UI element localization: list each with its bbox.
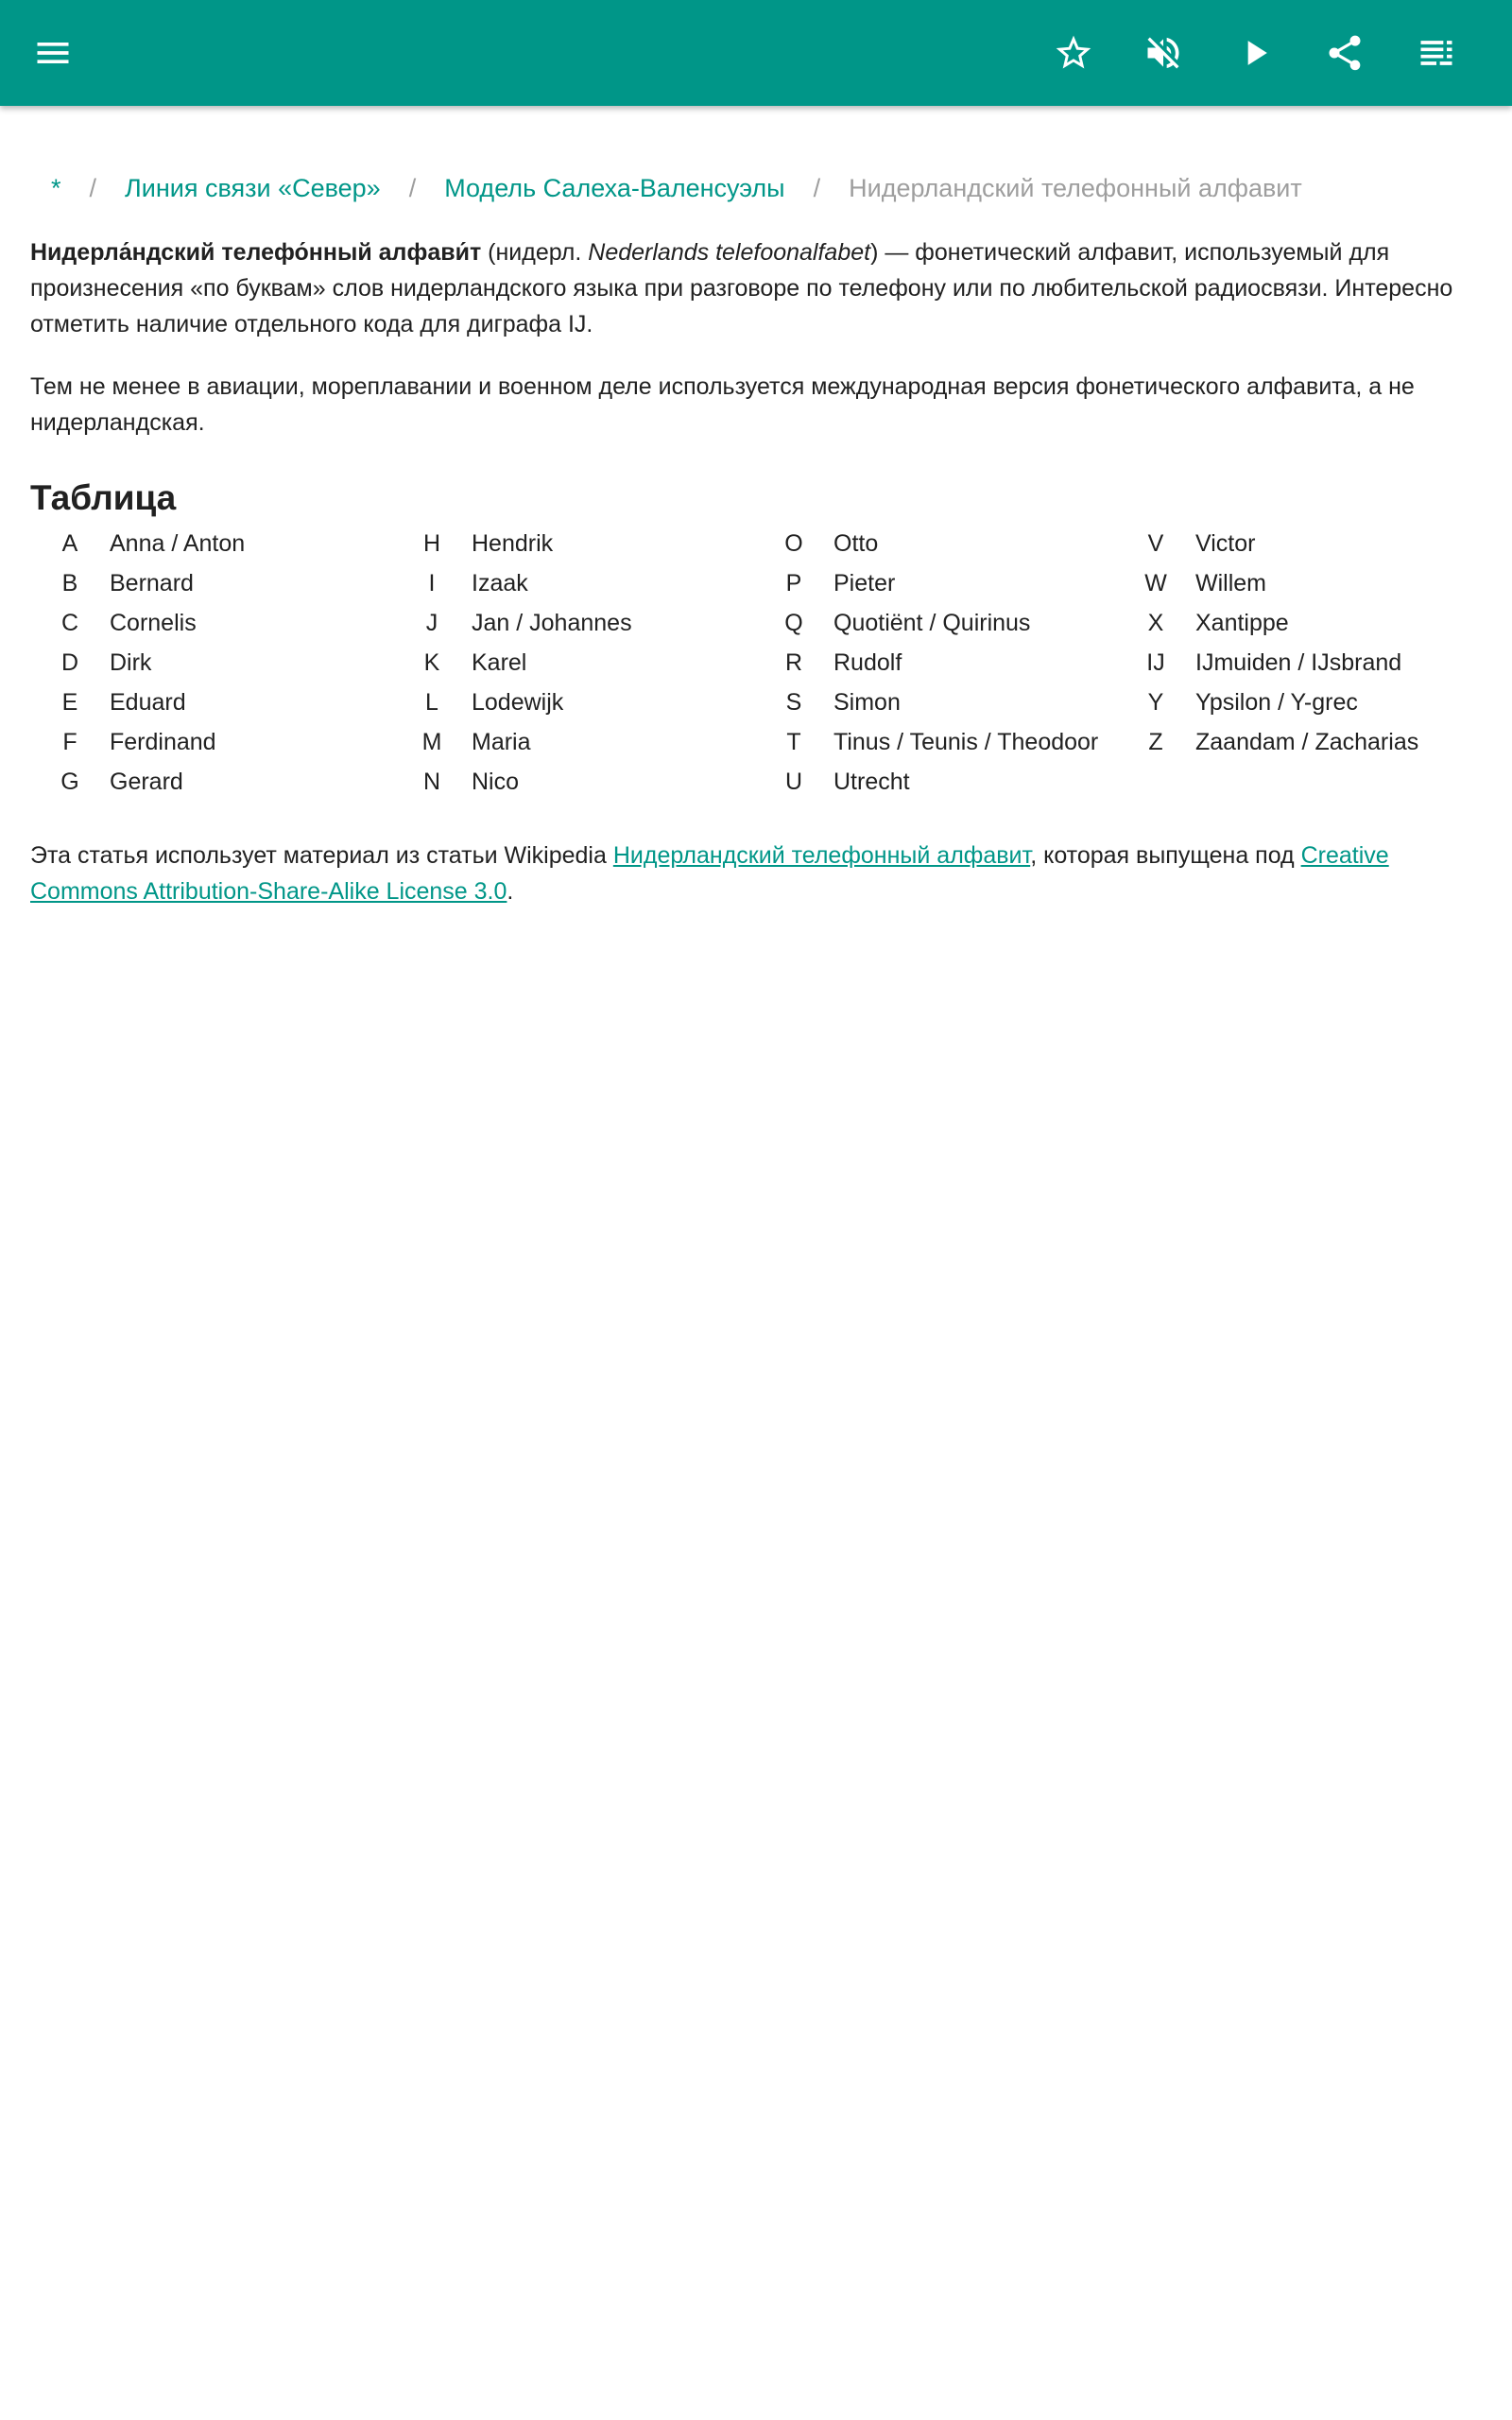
breadcrumb-item-north-link[interactable]: Линия связи «Север» (125, 173, 381, 202)
alphabet-letter: I (428, 569, 436, 596)
star-outline-icon (1053, 32, 1094, 74)
attribution-suffix: . (507, 878, 514, 905)
table-row (392, 762, 754, 802)
alphabet-letter: Y (1147, 688, 1164, 716)
mute-button[interactable] (1131, 21, 1195, 85)
alphabet-letter: T (786, 728, 801, 755)
breadcrumb-item-saleh-model[interactable]: Модель Салеха-Валенсуэлы (444, 173, 785, 202)
section-title: Таблица (30, 478, 177, 517)
menu-icon (32, 32, 74, 74)
alphabet-letter: Q (784, 609, 803, 636)
code-word: Izaak (472, 569, 528, 596)
table-row (1116, 643, 1478, 683)
code-word: Quotiënt / Quirinus (833, 609, 1031, 636)
code-word: Ypsilon / Y-grec (1195, 688, 1358, 716)
play-button[interactable] (1223, 21, 1287, 85)
breadcrumb-item-root[interactable]: * (51, 173, 61, 202)
alphabet-letter: K (423, 648, 440, 676)
alphabet-letter: L (425, 688, 438, 716)
table-row (754, 524, 1116, 563)
code-word: Karel (472, 648, 527, 676)
code-word: Utrecht (833, 768, 910, 795)
code-word: Tinus / Teunis / Theodoor (833, 728, 1099, 755)
table-row (754, 683, 1116, 722)
code-word: Gerard (110, 768, 183, 795)
table-row (1116, 524, 1478, 563)
alphabet-letter: R (784, 648, 803, 676)
code-word: Rudolf (833, 648, 902, 676)
alphabet-letter: S (785, 688, 802, 716)
code-word: IJmuiden / IJsbrand (1195, 648, 1402, 676)
table-row (392, 524, 754, 563)
table-row (392, 722, 754, 762)
breadcrumb (30, 168, 1482, 208)
alphabet-table (30, 524, 1482, 802)
alphabet-letter: D (60, 648, 79, 676)
native-name: Nederlands telefoonalfabet (588, 239, 871, 266)
volume-off-icon (1143, 32, 1184, 74)
code-word: Pieter (833, 569, 896, 596)
alphabet-letter: J (425, 609, 438, 636)
attribution (30, 838, 1482, 909)
table-row (754, 643, 1116, 683)
code-word: Otto (833, 529, 879, 557)
table-row (30, 762, 392, 802)
table-row (754, 722, 1116, 762)
alphabet-letter: U (784, 768, 803, 795)
article-content (30, 106, 1482, 909)
code-word: Nico (472, 768, 520, 795)
code-word: Simon (833, 688, 901, 716)
wikipedia-article-link[interactable]: Нидерландский телефонный алфавит (612, 842, 1031, 869)
code-word: Anna / Anton (110, 529, 246, 557)
code-word: Bernard (110, 569, 194, 596)
share-icon (1324, 32, 1366, 74)
attribution-middle: , которая выпущена под (1030, 842, 1301, 869)
code-word: Dirk (110, 648, 152, 676)
alphabet-letter: N (422, 768, 441, 795)
alphabet-letter: V (1147, 529, 1164, 557)
table-row (392, 643, 754, 683)
code-word: Ferdinand (110, 728, 216, 755)
table-row (1116, 683, 1478, 722)
alphabet-letter: Z (1148, 728, 1163, 755)
intro-paragraph (30, 234, 1482, 342)
breadcrumb-separator: / (813, 173, 821, 202)
alphabet-letter: O (784, 529, 803, 557)
contents-button[interactable] (1404, 21, 1469, 85)
code-word: Xantippe (1195, 609, 1289, 636)
table-row (1116, 722, 1478, 762)
breadcrumb-separator: / (408, 173, 417, 202)
alphabet-letter: F (62, 728, 77, 755)
breadcrumb-separator: / (89, 173, 97, 202)
code-word: Eduard (110, 688, 186, 716)
table-row (30, 563, 392, 603)
alphabet-letter: H (422, 529, 441, 557)
alphabet-letter: G (60, 768, 79, 795)
code-word: Maria (472, 728, 531, 755)
alphabet-letter: E (61, 688, 78, 716)
alphabet-letter: C (60, 609, 79, 636)
alphabet-letter: IJ (1146, 648, 1165, 676)
favorite-button[interactable] (1041, 21, 1106, 85)
playlist-icon (1416, 32, 1457, 74)
table-row (392, 683, 754, 722)
second-paragraph: Тем не менее в авиации, мореплавании и военном деле используется международная версия фонетического алфавита, а не нидерландская. (30, 373, 1415, 436)
table-row (754, 563, 1116, 603)
attribution-prefix: Эта статья использует материал из статьи Wikipedia (30, 842, 613, 869)
breadcrumb-current: Нидерландский телефонный алфавит (849, 173, 1302, 202)
table-row (30, 683, 392, 722)
alphabet-letter: X (1147, 609, 1164, 636)
table-row (30, 643, 392, 683)
table-row (30, 524, 392, 563)
table-row (754, 762, 1116, 802)
license-link[interactable]: Creative Commons Attribution-Share-Alike License 3.0 (30, 842, 1389, 905)
play-icon (1234, 32, 1276, 74)
table-row (1116, 563, 1478, 603)
table-row (754, 603, 1116, 643)
table-row (392, 603, 754, 643)
alphabet-letter: W (1144, 569, 1167, 596)
code-word: Hendrik (472, 529, 554, 557)
code-word: Cornelis (110, 609, 197, 636)
alphabet-letter: P (785, 569, 802, 596)
table-row (1116, 603, 1478, 643)
code-word: Willem (1195, 569, 1266, 596)
alphabet-letter: M (421, 728, 442, 755)
article-term: Нидерла́ндский телефо́нный алфави́т (30, 239, 482, 266)
table-row (30, 722, 392, 762)
alphabet-letter: A (61, 529, 78, 557)
intro-rest: ) — фонетический алфавит, используемый для произнесения «по буквам» слов нидерландского языка при разговоре по телефону или по любительской радиосвязи. Интересно отметить наличие отдельного кода для диграфа IJ. (30, 239, 1453, 337)
code-word: Zaandam / Zacharias (1195, 728, 1419, 755)
code-word: Victor (1195, 529, 1256, 557)
table-row (30, 603, 392, 643)
code-word: Jan / Johannes (472, 609, 632, 636)
app-toolbar (0, 0, 1512, 106)
intro-paren: (нидерл. (481, 239, 589, 266)
table-row (392, 563, 754, 603)
menu-button[interactable] (21, 21, 85, 85)
share-button[interactable] (1313, 21, 1377, 85)
alphabet-letter: B (61, 569, 78, 596)
code-word: Lodewijk (472, 688, 564, 716)
